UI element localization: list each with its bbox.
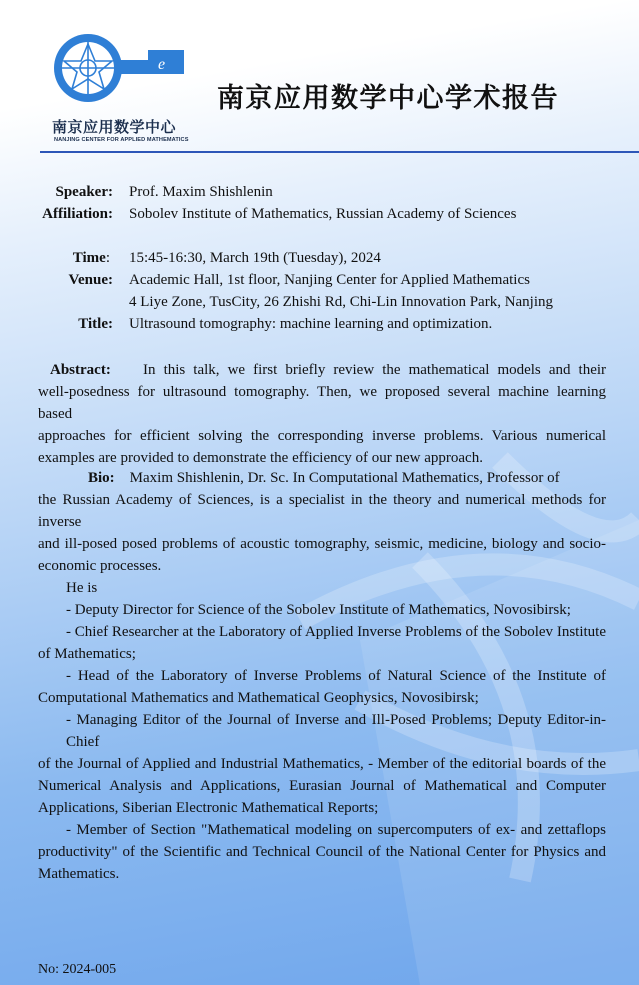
page-title: 南京应用数学中心学术报告 — [217, 83, 559, 114]
bio-line: productivity" of the Scientific and Technical Council of the National Center for Physics and — [38, 844, 606, 860]
time-value: 15:45-16:30, March 19th (Tuesday), 2024 — [129, 250, 381, 266]
venue-label: Venue: — [68, 272, 113, 288]
abstract-line: approaches for efficient solving the corresponding inverse problems. Various numerical — [38, 428, 606, 444]
header-divider — [40, 151, 639, 153]
affiliation-value: Sobolev Institute of Mathematics, Russian Academy of Sciences — [129, 206, 517, 222]
abstract-line: examples are provided to demonstrate the efficiency of our new approach. — [38, 450, 483, 466]
bio-line: Computational Mathematics and Mathematical Geophysics, Novosibirsk; — [38, 690, 479, 706]
speaker-value: Prof. Maxim Shishlenin — [129, 184, 273, 200]
bio-line: - Member of Section "Mathematical modeling on supercomputers of ex- and zettaflops — [66, 822, 606, 838]
bio-line: Applications, Siberian Electronic Mathematical Reports; — [38, 800, 379, 816]
bio-line: and ill-posed posed problems of acoustic tomography, seismic, medicine, biology and socio- — [38, 536, 606, 552]
bio-line: Numerical Analysis and Applications, Eurasian Journal of Mathematical and Computer — [38, 778, 606, 794]
bio-line: Mathematics. — [38, 866, 120, 882]
talk-title-value: Ultrasound tomography: machine learning and optimization. — [129, 316, 493, 332]
document-number: No: 2024-005 — [38, 962, 117, 977]
bio-line: of Mathematics; — [38, 646, 136, 662]
venue-line-2: 4 Liye Zone, TusCity, 26 Zhishi Rd, Chi-Lin Innovation Park, Nanjing — [129, 294, 554, 310]
bio-line: of the Journal of Applied and Industrial Mathematics, - Member of the editorial boards of the — [38, 756, 606, 772]
abstract-line: Abstract: In this talk, we first briefly review the mathematical models and their — [50, 362, 607, 378]
bio-line: Bio: Maxim Shishlenin, Dr. Sc. In Computational Mathematics, Professor of — [88, 470, 560, 486]
bio-line: He is — [66, 580, 98, 596]
talk-title-label: Title: — [78, 316, 113, 332]
bio-line: - Head of the Laboratory of Inverse Problems of Natural Science of the Institute of — [66, 668, 606, 684]
bio-line: the Russian Academy of Sciences, is a specialist in the theory and numerical methods for inverse — [38, 492, 606, 530]
bio-line: - Deputy Director for Science of the Sobolev Institute of Mathematics, Novosibirsk; — [66, 602, 571, 618]
bio-line: - Chief Researcher at the Laboratory of Applied Inverse Problems of the Sobolev Institute — [66, 624, 606, 640]
bio-label: Bio: — [88, 470, 115, 486]
svg-text:e: e — [158, 56, 166, 73]
bio-section — [38, 467, 606, 885]
bio-line: - Managing Editor of the Journal of Inverse and Ill-Posed Problems; Deputy Editor-in-Chief — [66, 712, 606, 750]
speaker-label: Speaker: — [55, 184, 113, 200]
abstract-section — [38, 359, 606, 469]
logo-english-name: NANJING CENTER FOR APPLIED MATHEMATICS — [54, 137, 189, 143]
venue-line-1: Academic Hall, 1st floor, Nanjing Center for Applied Mathematics — [129, 272, 530, 288]
abstract-label: Abstract: — [50, 362, 111, 378]
time-label: Time: — [72, 250, 110, 266]
nca-logo-icon — [52, 32, 197, 112]
poster-header — [0, 0, 639, 152]
abstract-line: well-posedness for ultrasound tomography. Then, we proposed several machine learning based — [38, 384, 606, 422]
logo-chinese-name: 南京应用数学中心 — [52, 118, 177, 136]
affiliation-label: Affiliation: — [42, 206, 113, 222]
bio-line: economic processes. — [38, 558, 162, 574]
